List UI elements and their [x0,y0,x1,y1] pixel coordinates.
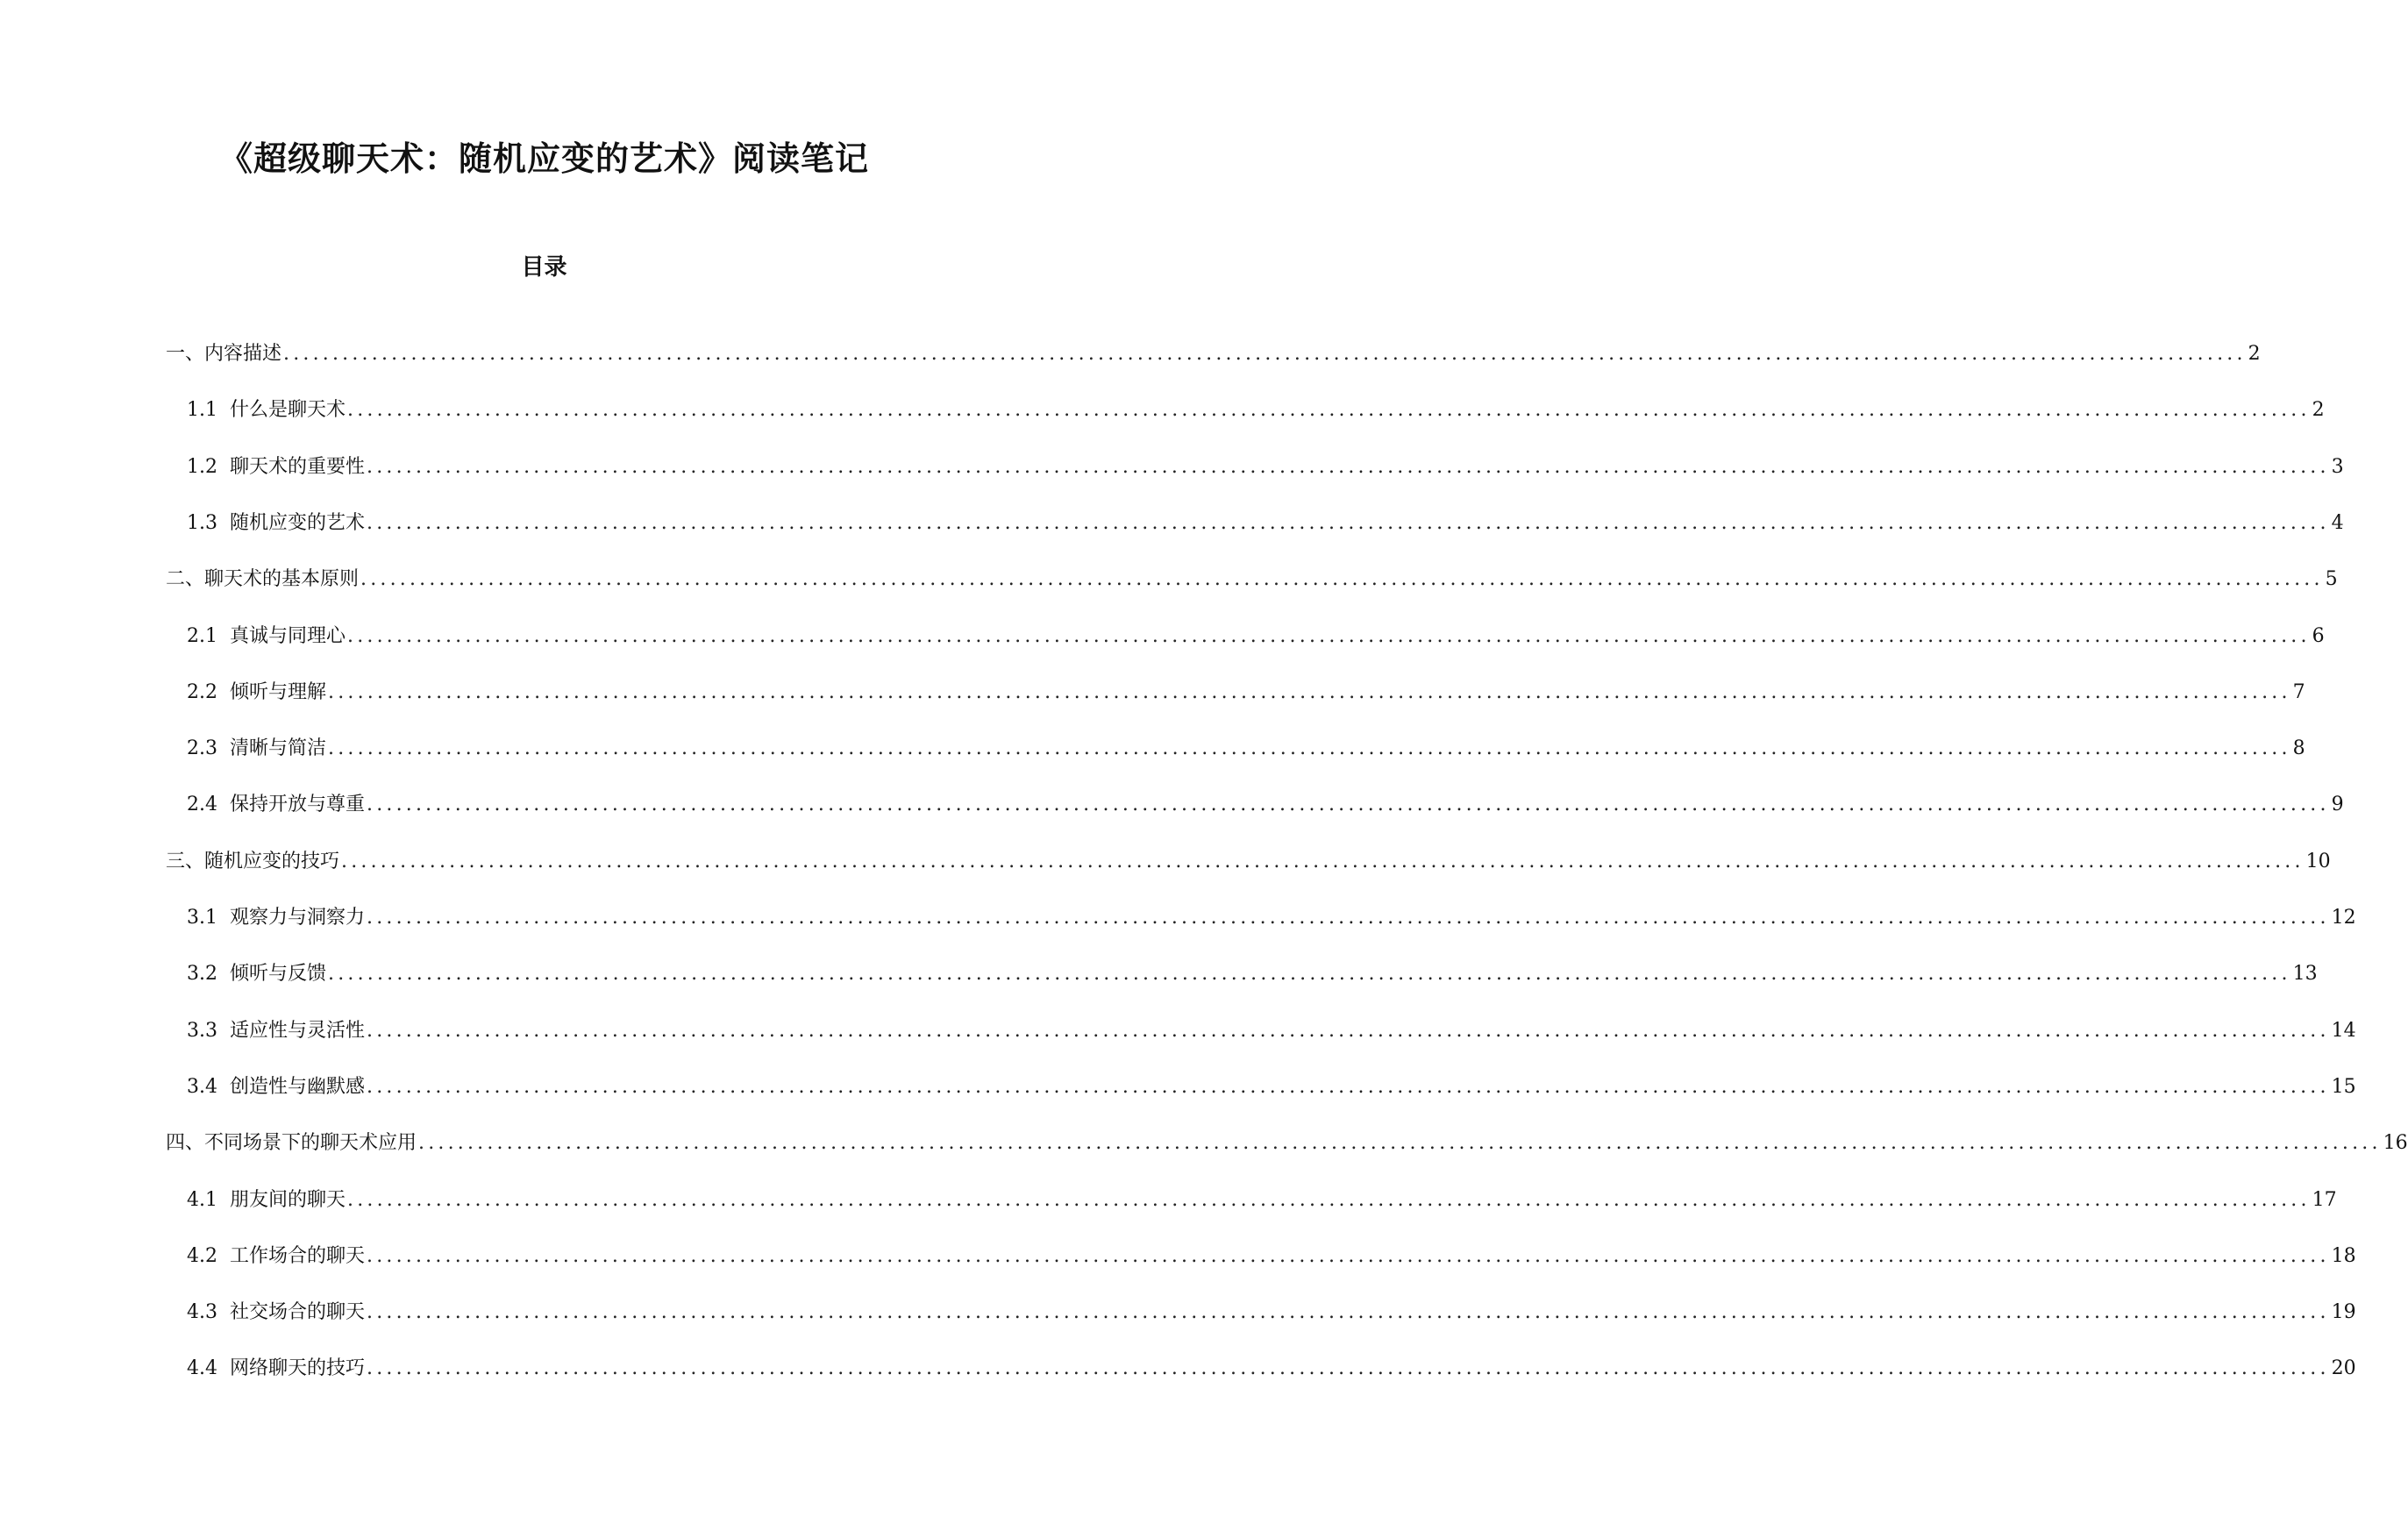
toc-entry-label: 社交场合的聊天 [230,1301,366,1323]
toc-subsection-entry[interactable] [187,679,2305,707]
toc-subsection-entry[interactable] [187,960,2318,988]
toc-dot-leader: ........................................................................................................................................................................................................ [367,512,2330,534]
document-title: 《超级聊天术：随机应变的艺术》阅读笔记 [218,139,869,178]
toc-entry-label: 工作场合的聊天 [230,1245,366,1267]
toc-entry-number: 3.3 [187,1020,217,1042]
toc-dot-leader: ........................................................................................................................................................................................................ [367,907,2330,929]
toc-page-number: 10 [2305,851,2331,872]
toc-subsection-entry[interactable] [187,1073,2356,1101]
toc-subsection-entry[interactable] [187,623,2325,651]
toc-page-number: 19 [2331,1301,2356,1323]
toc-section-entry[interactable] [166,848,2331,876]
toc-subsection-entry[interactable] [187,1355,2356,1383]
toc-entry-label: 随机应变的艺术 [230,512,366,534]
toc-dot-leader: ........................................................................................................................................................................................................ [341,851,2305,872]
toc-entry-number: 4.1 [187,1189,217,1211]
toc-page-number: 13 [2292,963,2318,985]
toc-entry-label: 清晰与简洁 [230,737,327,759]
toc-entry-label: 三、随机应变的技巧 [166,851,340,872]
toc-entry-label: 倾听与反馈 [230,963,327,985]
toc-entry-number: 1.1 [187,399,217,421]
toc-entry-label: 四、不同场景下的聊天术应用 [166,1132,417,1154]
toc-subsection-entry[interactable] [187,396,2325,424]
toc-heading: 目录 [521,254,567,281]
toc-entry-label: 聊天术的重要性 [230,456,366,478]
toc-entry-label: 倾听与理解 [230,681,327,703]
toc-entry-number: 1.3 [187,512,217,534]
toc-page-number: 7 [2292,681,2305,703]
toc-dot-leader: ........................................................................................................................................................................................................ [367,456,2330,478]
toc-subsection-entry[interactable] [187,1017,2356,1045]
toc-page-number: 20 [2331,1357,2356,1379]
toc-entry-number: 4.4 [187,1357,217,1379]
toc-entry-number: 4.3 [187,1301,217,1323]
toc-dot-leader: ........................................................................................................................................................................................................ [360,568,2324,590]
toc-dot-leader: ........................................................................................................................................................................................................ [283,343,2247,365]
toc-page-number: 3 [2331,456,2344,478]
toc-dot-leader: ........................................................................................................................................................................................................ [347,625,2311,647]
toc-entry-label: 创造性与幽默感 [230,1076,366,1098]
toc-subsection-entry[interactable] [187,904,2356,932]
toc-dot-leader: ........................................................................................................................................................................................................ [367,1301,2330,1323]
toc-subsection-entry[interactable] [187,1299,2356,1327]
toc-entry-label: 适应性与灵活性 [230,1020,366,1042]
toc-dot-leader: ........................................................................................................................................................................................................ [347,399,2311,421]
toc-dot-leader: ........................................................................................................................................................................................................ [418,1132,2382,1154]
toc-page-number: 2 [2312,399,2325,421]
toc-dot-leader: ........................................................................................................................................................................................................ [328,737,2291,759]
toc-subsection-entry[interactable] [187,509,2344,538]
toc-entry-number: 2.4 [187,794,217,815]
toc-entry-label: 什么是聊天术 [230,399,346,421]
toc-subsection-entry[interactable] [187,453,2344,481]
toc-entry-label: 保持开放与尊重 [230,794,366,815]
toc-section-entry[interactable] [166,566,2338,594]
toc-entry-number: 2.2 [187,681,217,703]
toc-page-number: 9 [2331,794,2344,815]
toc-page-number: 4 [2331,512,2344,534]
toc-dot-leader: ........................................................................................................................................................................................................ [328,681,2291,703]
toc-entry-number: 2.1 [187,625,217,647]
toc-entry-label: 二、聊天术的基本原则 [166,568,360,590]
toc-page-number: 14 [2331,1020,2356,1042]
toc-entry-label: 网络聊天的技巧 [230,1357,366,1379]
toc-dot-leader: ........................................................................................................................................................................................................ [367,794,2330,815]
toc-entry-label: 真诚与同理心 [230,625,346,647]
toc-page-number: 18 [2331,1245,2356,1267]
toc-entry-number: 3.1 [187,907,217,929]
toc-dot-leader: ........................................................................................................................................................................................................ [367,1357,2330,1379]
toc-page-number: 15 [2331,1076,2356,1098]
toc-dot-leader: ........................................................................................................................................................................................................ [367,1020,2330,1042]
toc-entry-number: 1.2 [187,456,217,478]
toc-entry-label: 一、内容描述 [166,343,282,365]
toc-page-number: 5 [2325,568,2338,590]
toc-entry-label: 观察力与洞察力 [230,907,366,929]
toc-entry-number: 2.3 [187,737,217,759]
toc-page-number: 12 [2331,907,2356,929]
toc-subsection-entry[interactable] [187,791,2344,819]
toc-page-number: 17 [2312,1189,2337,1211]
toc-subsection-entry[interactable] [187,1186,2337,1214]
toc-entry-number: 4.2 [187,1245,217,1267]
toc-section-entry[interactable] [166,340,2261,368]
toc-page-number: 8 [2292,737,2305,759]
toc-page-number: 6 [2312,625,2325,647]
toc-entry-number: 3.2 [187,963,217,985]
toc-page-number: 16 [2383,1132,2408,1154]
toc-entry-label: 朋友间的聊天 [230,1189,346,1211]
toc-entry-number: 3.4 [187,1076,217,1098]
toc-dot-leader: ........................................................................................................................................................................................................ [367,1245,2330,1267]
toc-subsection-entry[interactable] [187,1243,2356,1271]
toc-subsection-entry[interactable] [187,735,2305,763]
toc-dot-leader: ........................................................................................................................................................................................................ [367,1076,2330,1098]
toc-page-number: 2 [2248,343,2261,365]
toc-dot-leader: ........................................................................................................................................................................................................ [328,963,2291,985]
toc-section-entry[interactable] [166,1129,2408,1157]
toc-dot-leader: ........................................................................................................................................................................................................ [347,1189,2311,1211]
